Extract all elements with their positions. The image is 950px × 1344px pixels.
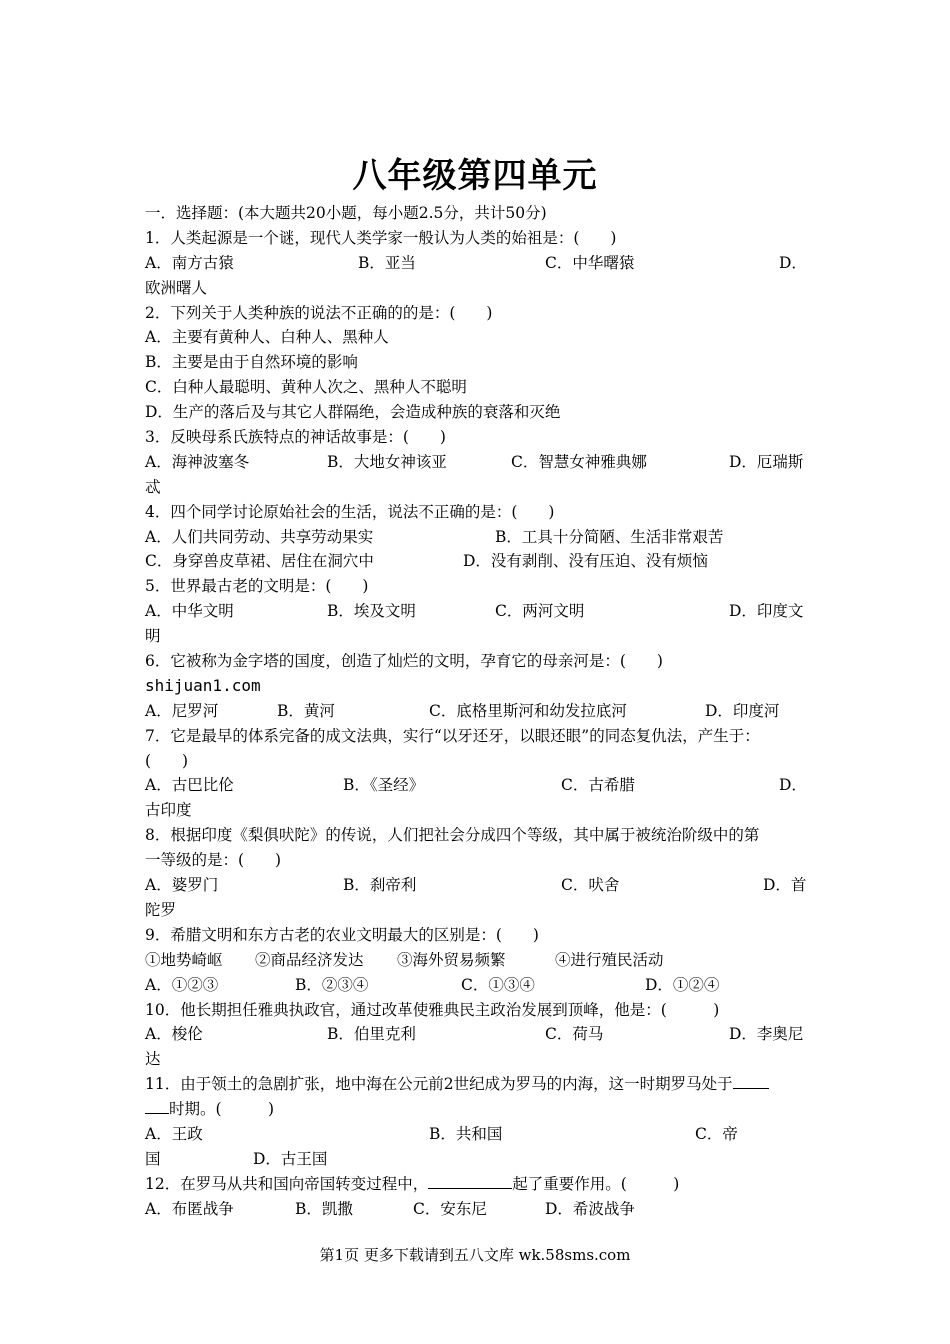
question-11-options-wrap [145, 1147, 817, 1172]
question-body [145, 201, 817, 1222]
question-1-stem: 1．人类起源是一个谜，现代人类学家一般认为人类的始祖是：( ) [145, 228, 617, 247]
question-2-stem: 2．下列关于人类种族的说法不正确的的是：( ) [145, 303, 493, 322]
q1-option-b: B．亚当 [358, 253, 416, 272]
page-title: 八年级第四单元 [352, 156, 598, 196]
q5-option-b: B．埃及文明 [327, 602, 416, 621]
q2-option-b: B．主要是由于自然环境的影响 [145, 353, 358, 372]
q9-option-b: B．②③④ [295, 975, 369, 994]
q9-item-1: ①地势崎岖 [145, 950, 223, 969]
q8-option-b: B．刹帝利 [343, 876, 417, 895]
q12-option-d: D．希波战争 [545, 1199, 635, 1218]
question-10-stem: 10．他长期担任雅典执政官，通过改革使雅典民主政治发展到顶峰，他是：( ) [145, 1000, 720, 1019]
q3-option-c: C．智慧女神雅典娜 [511, 452, 647, 471]
question-10-options [145, 1022, 817, 1047]
q11-option-b: B．共和国 [429, 1124, 503, 1143]
q10-option-c: C．荷马 [545, 1025, 604, 1044]
question-6-options [145, 699, 817, 724]
q3-option-d: D．厄瑞斯 [729, 452, 804, 471]
q11-option-c: C．帝 [695, 1124, 738, 1143]
q6-option-d: D．印度河 [705, 701, 780, 720]
q8-option-d: D．首 [763, 876, 807, 895]
q1-option-d-wrap: 欧洲曙人 [145, 278, 208, 297]
q11-option-a: A．王政 [145, 1124, 203, 1143]
q9-item-4: ④进行殖民活动 [555, 950, 664, 969]
question-7-stem-wrap: ( ) [145, 751, 189, 770]
q4-option-a: A．人们共同劳动、共享劳动果实 [145, 527, 374, 546]
question-5-options [145, 599, 817, 624]
q10-option-d: D．李奥尼 [729, 1025, 804, 1044]
q8-option-a: A．婆罗门 [145, 876, 219, 895]
question-4-options-ab [145, 525, 817, 550]
question-11-stem-wrap: 时期。( ) [169, 1100, 275, 1119]
question-12-options [145, 1197, 817, 1222]
q12-answer-blank [428, 1172, 512, 1189]
question-8-stem: 8．根据印度《梨俱吠陀》的传说，人们把社会分成四个等级，其中属于被统治阶级中的第 [145, 826, 760, 845]
q2-option-d: D．生产的落后及与其它人群隔绝，会造成种族的衰落和灭绝 [145, 403, 561, 422]
page-footer: 第1页 更多下载请到五八文库 wk.58sms.com [319, 1246, 631, 1264]
q9-item-2: ②商品经济发达 [255, 950, 364, 969]
q3-option-d-wrap: 忒 [145, 477, 161, 496]
q2-option-a: A．主要有黄种人、白种人、黑种人 [145, 328, 389, 347]
q7-option-a: A．古巴比伦 [145, 776, 234, 795]
q4-option-d: D．没有剥削、没有压迫、没有烦恼 [463, 552, 708, 571]
q10-option-d-wrap: 达 [145, 1050, 161, 1069]
question-7-stem: 7．它是最早的体系完备的成文法典，实行“以牙还牙，以眼还眼”的同态复仇法，产生于： [145, 726, 760, 745]
question-9-options [145, 973, 817, 998]
q1-option-d: D． [779, 253, 807, 272]
q11-answer-blank-cont [145, 1097, 169, 1114]
q5-option-c: C．两河文明 [495, 602, 585, 621]
question-12-stem-line [145, 1172, 817, 1197]
question-3-stem: 3．反映母系氏族特点的神话故事是：( ) [145, 428, 446, 447]
question-12-stem-before: 12．在罗马从共和国向帝国转变过程中， [145, 1174, 429, 1193]
q9-option-c: C．①③④ [461, 975, 535, 994]
q12-option-a: A．布匿战争 [145, 1199, 234, 1218]
q7-option-c: C．古希腊 [561, 776, 635, 795]
q11-option-c-wrap: 国 [145, 1149, 161, 1168]
q5-option-d: D．印度文 [729, 602, 804, 621]
q7-option-d-wrap: 古印度 [145, 801, 192, 820]
question-4-options-cd [145, 549, 817, 574]
q10-option-a: A．梭伦 [145, 1025, 203, 1044]
watermark-text: shijuan1.com [145, 675, 261, 695]
q9-item-3: ③海外贸易频繁 [397, 950, 506, 969]
question-11-options [145, 1122, 817, 1147]
q2-option-c: C．白种人最聪明、黄种人次之、黑种人不聪明 [145, 378, 467, 397]
question-1-options [145, 251, 817, 276]
q11-answer-blank [733, 1072, 769, 1089]
question-9-items [145, 948, 817, 973]
q7-option-b: B．《圣经》 [343, 776, 425, 795]
q3-option-b: B．大地女神该亚 [327, 452, 447, 471]
section-heading: 一．选择题：(本大题共20小题，每小题2.5分，共计50分) [145, 204, 547, 222]
question-4-stem: 4．四个同学讨论原始社会的生活，说法不正确的是：( ) [145, 502, 555, 521]
question-8-options [145, 873, 817, 898]
q6-option-b: B．黄河 [277, 701, 335, 720]
question-11-stem-wrap-line [145, 1097, 817, 1122]
q12-option-c: C．安东尼 [413, 1199, 487, 1218]
question-6-stem: 6．它被称为金字塔的国度，创造了灿烂的文明，孕育它的母亲河是：( ) [145, 652, 663, 671]
question-12-stem-after: 起了重要作用。( ) [512, 1174, 680, 1193]
q11-option-d: D．古王国 [253, 1149, 328, 1168]
q4-option-b: B．工具十分简陋、生活非常艰苦 [495, 527, 724, 546]
question-11-stem-line [145, 1072, 817, 1097]
q4-option-c: C．身穿兽皮草裙、居住在洞穴中 [145, 552, 374, 571]
q7-option-d: D． [779, 776, 807, 795]
question-9-stem: 9．希腊文明和东方古老的农业文明最大的区别是：( ) [145, 925, 539, 944]
question-8-stem-wrap: 一等级的是：( ) [145, 851, 282, 870]
q8-option-c: C．吠舍 [561, 876, 620, 895]
q3-option-a: A．海神波塞冬 [145, 452, 250, 471]
q6-option-a: A．尼罗河 [145, 701, 219, 720]
question-7-options [145, 773, 817, 798]
q9-option-d: D．①②④ [645, 975, 720, 994]
question-11-stem: 11．由于领土的急剧扩张，地中海在公元前2世纪成为罗马的内海，这一时期罗马处于 [145, 1075, 733, 1094]
q12-option-b: B．凯撒 [295, 1199, 353, 1218]
q5-option-d-wrap: 明 [145, 627, 161, 646]
q9-option-a: A．①②③ [145, 975, 219, 994]
question-5-stem: 5．世界最古老的文明是：( ) [145, 577, 369, 596]
q10-option-b: B．伯里克利 [327, 1025, 416, 1044]
q1-option-c: C．中华曙猿 [545, 253, 635, 272]
q5-option-a: A．中华文明 [145, 602, 234, 621]
question-3-options [145, 450, 817, 475]
q6-option-c: C．底格里斯河和幼发拉底河 [429, 701, 627, 720]
q1-option-a: A．南方古猿 [145, 253, 234, 272]
q8-option-d-wrap: 陀罗 [145, 900, 177, 919]
